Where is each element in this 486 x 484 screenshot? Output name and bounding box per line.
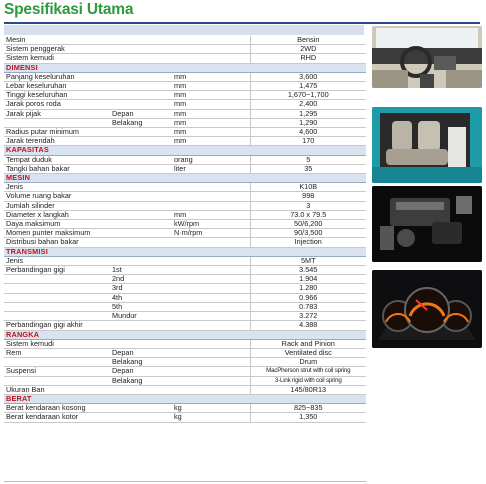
spec-table bbox=[4, 36, 366, 423]
spec-label: Berat kendaraan kotor bbox=[4, 413, 90, 422]
spec-label: Jenis bbox=[4, 256, 90, 265]
spec-label: Radius putar minimum bbox=[4, 128, 90, 137]
spec-label: Tempat duduk bbox=[4, 155, 90, 164]
spec-row bbox=[4, 109, 366, 118]
spec-label bbox=[4, 284, 90, 293]
spec-unit bbox=[164, 358, 250, 367]
spec-label bbox=[4, 293, 90, 302]
spec-unit bbox=[164, 312, 250, 321]
spec-row bbox=[4, 192, 366, 201]
spec-unit bbox=[164, 192, 250, 201]
title-band bbox=[4, 25, 364, 35]
spec-value: 3.272 bbox=[250, 312, 366, 321]
spec-unit bbox=[164, 54, 250, 63]
spec-value: 5MT bbox=[250, 256, 366, 265]
spec-value: 2,400 bbox=[250, 100, 366, 109]
spec-row bbox=[4, 358, 366, 367]
spec-sublabel bbox=[90, 210, 164, 219]
spec-row bbox=[4, 339, 366, 348]
spec-sublabel bbox=[90, 256, 164, 265]
spec-row bbox=[4, 118, 366, 127]
spec-unit bbox=[164, 183, 250, 192]
spec-label bbox=[4, 312, 90, 321]
spec-unit: mm bbox=[164, 100, 250, 109]
spec-row bbox=[4, 220, 366, 229]
spec-value: 73.0 x 79.5 bbox=[250, 210, 366, 219]
spec-value: 145/80R13 bbox=[250, 385, 366, 394]
spec-unit bbox=[164, 302, 250, 311]
spec-sublabel bbox=[90, 54, 164, 63]
spec-label: Ukuran Ban bbox=[4, 385, 90, 394]
spec-sublabel: Depan bbox=[90, 367, 164, 376]
spec-label: Jarak pijak bbox=[4, 109, 90, 118]
spec-value: Drum bbox=[250, 358, 366, 367]
title-rule bbox=[4, 22, 480, 24]
spec-sublabel bbox=[90, 321, 164, 330]
spec-sublabel bbox=[90, 385, 164, 394]
spec-label bbox=[4, 302, 90, 311]
spec-sublabel bbox=[90, 404, 164, 413]
spec-sublabel bbox=[90, 72, 164, 81]
spec-unit bbox=[164, 321, 250, 330]
spec-sublabel: Belakang bbox=[90, 118, 164, 127]
spec-row bbox=[4, 91, 366, 100]
spec-value: 35 bbox=[250, 164, 366, 173]
section-title: DIMENSI bbox=[4, 63, 366, 72]
spec-unit: kg bbox=[164, 413, 250, 422]
spec-sublabel bbox=[90, 229, 164, 238]
spec-unit: mm bbox=[164, 118, 250, 127]
spec-unit bbox=[164, 293, 250, 302]
spec-row bbox=[4, 321, 366, 330]
spec-unit: mm bbox=[164, 72, 250, 81]
spec-row bbox=[4, 210, 366, 219]
spec-value: K10B bbox=[250, 183, 366, 192]
spec-row bbox=[4, 36, 366, 45]
spec-value: 1,295 bbox=[250, 109, 366, 118]
spec-unit: mm bbox=[164, 128, 250, 137]
spec-row bbox=[4, 229, 366, 238]
spec-label: Daya maksimum bbox=[4, 220, 90, 229]
spec-label: Perbandingan gigi akhir bbox=[4, 321, 90, 330]
spec-value: 2WD bbox=[250, 45, 366, 54]
spec-unit: orang bbox=[164, 155, 250, 164]
spec-unit bbox=[164, 275, 250, 284]
engine-photo bbox=[372, 186, 482, 262]
spec-unit bbox=[164, 201, 250, 210]
spec-row bbox=[4, 82, 366, 91]
spec-label: Sistem kemudi bbox=[4, 54, 90, 63]
spec-label: Sistem penggerak bbox=[4, 45, 90, 54]
spec-value: 3,600 bbox=[250, 72, 366, 81]
spec-value: 0.783 bbox=[250, 302, 366, 311]
spec-row bbox=[4, 348, 366, 357]
spec-row bbox=[4, 302, 366, 311]
spec-label: Panjang keseluruhan bbox=[4, 72, 90, 81]
spec-label: Tangki bahan bakar bbox=[4, 164, 90, 173]
spec-row bbox=[4, 256, 366, 265]
spec-sublabel bbox=[90, 192, 164, 201]
spec-unit: mm bbox=[164, 137, 250, 146]
spec-value: 3-Link rigid with coil spring bbox=[250, 376, 366, 385]
section-header bbox=[4, 330, 366, 339]
spec-label: Jenis bbox=[4, 183, 90, 192]
spec-sublabel bbox=[90, 100, 164, 109]
spec-value: 0.966 bbox=[250, 293, 366, 302]
spec-value: MacPherson strut with coil spring bbox=[250, 367, 366, 376]
spec-sublabel bbox=[90, 164, 164, 173]
spec-label: Jarak poros roda bbox=[4, 100, 90, 109]
spec-label: Volume ruang bakar bbox=[4, 192, 90, 201]
spec-row bbox=[4, 100, 366, 109]
spec-label: Jumlah silinder bbox=[4, 201, 90, 210]
spec-row bbox=[4, 164, 366, 173]
spec-value: 1.280 bbox=[250, 284, 366, 293]
spec-row bbox=[4, 137, 366, 146]
spec-value: RHD bbox=[250, 54, 366, 63]
spec-unit bbox=[164, 284, 250, 293]
spec-unit: kW/rpm bbox=[164, 220, 250, 229]
section-title: KAPASITAS bbox=[4, 146, 366, 155]
interior-seats-photo bbox=[372, 107, 482, 183]
section-header bbox=[4, 146, 366, 155]
spec-sublabel bbox=[90, 201, 164, 210]
spec-row bbox=[4, 367, 366, 376]
spec-unit bbox=[164, 348, 250, 357]
page-title: Spesifikasi Utama bbox=[4, 1, 134, 18]
instrument-cluster-photo bbox=[372, 270, 482, 348]
spec-unit bbox=[164, 238, 250, 247]
spec-unit bbox=[164, 36, 250, 45]
section-header bbox=[4, 63, 366, 72]
table-bottom-rule bbox=[4, 481, 366, 482]
spec-label: Diameter x langkah bbox=[4, 210, 90, 219]
spec-label: Tinggi keseluruhan bbox=[4, 91, 90, 100]
spec-row bbox=[4, 45, 366, 54]
spec-row bbox=[4, 72, 366, 81]
spec-sublabel: 4th bbox=[90, 293, 164, 302]
section-header bbox=[4, 174, 366, 183]
spec-value: 1,670~1,700 bbox=[250, 91, 366, 100]
spec-value: 90/3,500 bbox=[250, 229, 366, 238]
spec-unit: liter bbox=[164, 164, 250, 173]
spec-sublabel: 3rd bbox=[90, 284, 164, 293]
section-title: MESIN bbox=[4, 174, 366, 183]
spec-sublabel: Mundur bbox=[90, 312, 164, 321]
spec-value: 1.904 bbox=[250, 275, 366, 284]
spec-unit: mm bbox=[164, 109, 250, 118]
spec-label bbox=[4, 358, 90, 367]
spec-unit: mm bbox=[164, 91, 250, 100]
spec-sublabel bbox=[90, 183, 164, 192]
spec-sublabel bbox=[90, 339, 164, 348]
spec-unit bbox=[164, 367, 250, 376]
spec-value: 998 bbox=[250, 192, 366, 201]
spec-row bbox=[4, 293, 366, 302]
spec-sublabel: Belakang bbox=[90, 358, 164, 367]
section-title: TRANSMISI bbox=[4, 247, 366, 256]
spec-label: Momen punter maksimum bbox=[6, 228, 90, 238]
spec-label: Lebar keseluruhan bbox=[4, 82, 90, 91]
spec-sublabel bbox=[90, 128, 164, 137]
spec-sublabel bbox=[90, 137, 164, 146]
spec-sublabel: Belakang bbox=[90, 376, 164, 385]
spec-sublabel: 5th bbox=[90, 302, 164, 311]
spec-label: Suspensi bbox=[4, 367, 90, 376]
spec-label bbox=[4, 376, 90, 385]
spec-row bbox=[4, 201, 366, 210]
spec-row bbox=[4, 54, 366, 63]
spec-row bbox=[4, 284, 366, 293]
spec-value: 1,350 bbox=[250, 413, 366, 422]
spec-sublabel bbox=[90, 238, 164, 247]
section-title: BERAT bbox=[4, 394, 366, 403]
spec-label: Sistem kemudi bbox=[4, 339, 90, 348]
spec-row bbox=[4, 385, 366, 394]
spec-unit bbox=[164, 256, 250, 265]
spec-value: 4,600 bbox=[250, 128, 366, 137]
spec-value: 170 bbox=[250, 137, 366, 146]
spec-sublabel: Depan bbox=[90, 348, 164, 357]
spec-sublabel: Depan bbox=[90, 109, 164, 118]
spec-label: Distribusi bahan bakar bbox=[4, 238, 90, 247]
spec-row bbox=[4, 404, 366, 413]
spec-value: 825~835 bbox=[250, 404, 366, 413]
interior-dashboard-photo bbox=[372, 26, 482, 88]
spec-value: 1,475 bbox=[250, 82, 366, 91]
spec-label: Rem bbox=[4, 348, 90, 357]
spec-sublabel bbox=[90, 45, 164, 54]
spec-value: Bensin bbox=[250, 36, 366, 45]
spec-label bbox=[4, 118, 90, 127]
spec-sublabel bbox=[90, 155, 164, 164]
section-header bbox=[4, 394, 366, 403]
spec-row bbox=[4, 128, 366, 137]
section-header bbox=[4, 247, 366, 256]
spec-unit: mm bbox=[164, 210, 250, 219]
spec-sublabel bbox=[90, 413, 164, 422]
spec-row bbox=[4, 183, 366, 192]
spec-sublabel bbox=[90, 82, 164, 91]
spec-value: 5 bbox=[250, 155, 366, 164]
spec-value: 1,290 bbox=[250, 118, 366, 127]
spec-sublabel bbox=[90, 91, 164, 100]
spec-value: 3.545 bbox=[250, 266, 366, 275]
spec-unit bbox=[164, 266, 250, 275]
spec-row bbox=[4, 266, 366, 275]
spec-unit: mm bbox=[164, 82, 250, 91]
spec-value: Ventilated disc bbox=[250, 348, 366, 357]
spec-sublabel bbox=[90, 220, 164, 229]
spec-sublabel bbox=[90, 36, 164, 45]
spec-sublabel: 2nd bbox=[90, 275, 164, 284]
section-title: RANGKA bbox=[4, 330, 366, 339]
spec-row bbox=[4, 376, 366, 385]
spec-row bbox=[4, 312, 366, 321]
spec-value: Rack and Pinion bbox=[250, 339, 366, 348]
spec-value: Injection bbox=[250, 238, 366, 247]
spec-row bbox=[4, 275, 366, 284]
spec-unit: kg bbox=[164, 404, 250, 413]
spec-value: 4.388 bbox=[250, 321, 366, 330]
spec-value: 3 bbox=[250, 201, 366, 210]
spec-unit bbox=[164, 45, 250, 54]
spec-row bbox=[4, 413, 366, 422]
spec-unit bbox=[164, 376, 250, 385]
spec-label: Perbandingan gigi bbox=[4, 266, 90, 275]
spec-unit: N·m/rpm bbox=[164, 229, 250, 238]
spec-label: Mesin bbox=[4, 36, 90, 45]
spec-sublabel: 1st bbox=[90, 266, 164, 275]
spec-label: Berat kendaraan kosong bbox=[4, 404, 90, 413]
spec-row bbox=[4, 155, 366, 164]
spec-unit bbox=[164, 385, 250, 394]
spec-unit bbox=[164, 339, 250, 348]
spec-value: 50/6,200 bbox=[250, 220, 366, 229]
spec-label: Jarak terendah bbox=[4, 137, 90, 146]
spec-row bbox=[4, 238, 366, 247]
spec-label bbox=[4, 275, 90, 284]
